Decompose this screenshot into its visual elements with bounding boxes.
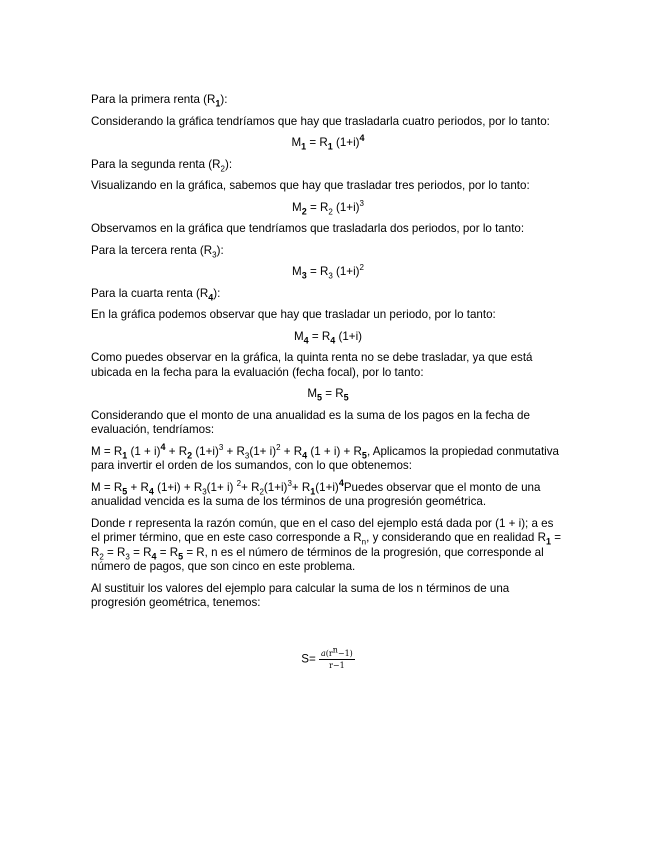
equation-m4: $M_4 = R_4$ (1+i)	[293, 329, 363, 345]
r1-body: Considerando la gráfica tendríamos que hay que trasladarla cuatro periodos, por lo tanto:	[91, 114, 550, 128]
r1-heading: Para la primera renta $(R_1)$:	[91, 93, 228, 109]
fraction	[319, 644, 355, 670]
r4-body: En la gráfica podemos observar que hay que trasladar un periodo, por lo tanto:	[91, 308, 496, 321]
equation-m2: $M_2 = R_2$ $(1+i)^3$	[292, 198, 364, 216]
equation-m1: $M_1 = R_1$ $(1+i)^4$	[291, 133, 365, 152]
document-page	[91, 93, 565, 670]
sustituir-paragraph: Al sustituir los valores del ejemplo para calcular la suma de los n términos de una progresión geométrica, tenemos:	[91, 581, 510, 609]
monto-intro: Considerando que el monto de una anualidad es la suma de los pagos en la fecha de evaluación, tendríamos:	[91, 408, 530, 436]
r3-heading: Para la tercera renta $(R_3)$:	[91, 243, 224, 259]
r2-body: Visualizando en la gráfica, sabemos que hay que trasladar tres periodos, por lo tanto:	[91, 179, 530, 192]
r4-heading: Para la cuarta renta $(R_4)$:	[91, 286, 221, 302]
fraction-numerator: $a(r^n-1)$	[320, 644, 353, 658]
equation-m3: $M_3 = R_3$ $(1+i)^2$	[292, 263, 364, 281]
equation-m5: $M_5 = R_5$	[307, 387, 349, 403]
r3-intro: Observamos en la gráfica que tendríamos que trasladarla dos periodos, por lo tanto:	[91, 222, 525, 235]
r5-body: Como puedes observar en la gráfica, la quinta renta no se debe trasladar, ya que está ubicada en la fecha para la evaluación (fecha focal), por lo tanto:	[91, 351, 533, 379]
sum-expression-2: $M = R_5 + R_4$ $(1+i) + R_3(1+ i)$ $^2+ R_2(1+i)^3+$ $R_1(1+i)^4Puedes$ observar que el monto de una anualidad vencida es la suma de los términos de una progresión geométrica.	[91, 477, 541, 508]
sum-formula	[91, 644, 565, 670]
donde-paragraph: Donde r representa la razón común, que en el caso del ejemplo está dada por (1 + i); a es el primer término, que en este caso corresponde a $R_n$, y considerando que en realidad $R_1 = R_2 = R_3 = R_4 = R_5 = R$, n es el número de términos de la progresión, que corresponde al número de pagos, que son cinco en este problema.	[91, 516, 561, 573]
sum-label: S=	[301, 652, 316, 666]
r2-heading: Para la segunda renta $(R_2)$:	[91, 157, 233, 173]
sum-expression-1: $M = R_1$ $(1 + i)^4 + R_2$ $(1+i)^3 + R_3(1+ i)^2 + R_4$ $(1 + i) + R_5$, Aplicamos la propiedad conmutativa para invertir el orden de los sumandos, con lo que obtenemos:	[91, 441, 559, 472]
fraction-denominator: r−1	[329, 660, 345, 670]
